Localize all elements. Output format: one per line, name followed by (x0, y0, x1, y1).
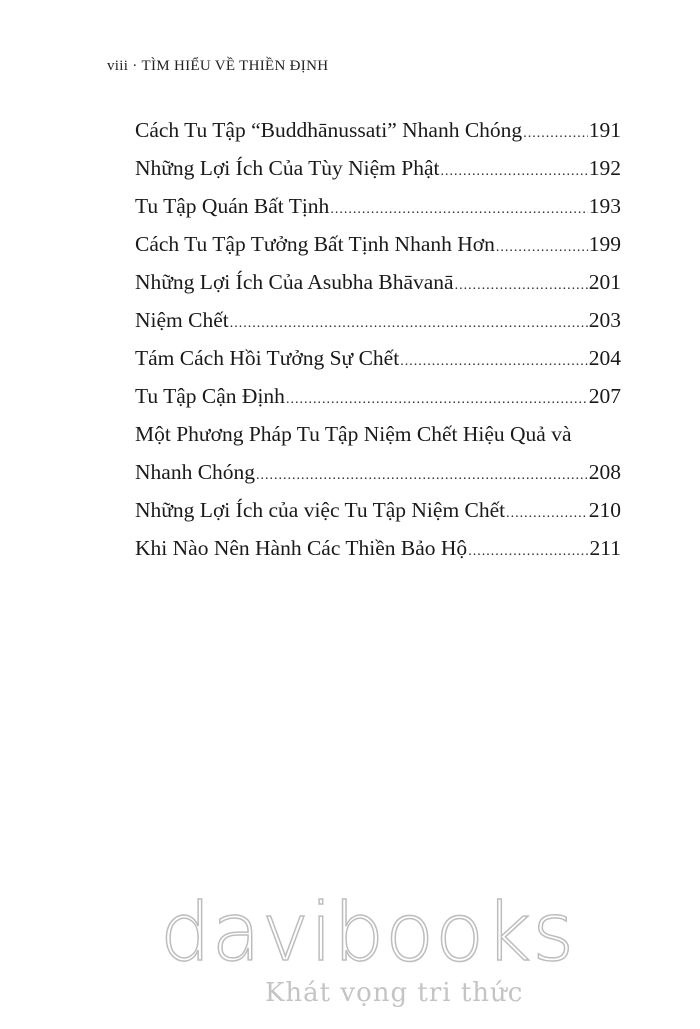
running-header (107, 58, 328, 75)
toc-entry (135, 156, 621, 194)
toc-entry-title: Khi Nào Nên Hành Các Thiền Bảo Hộ (135, 536, 468, 560)
toc-entry-page: 199 (588, 232, 621, 256)
toc-entry (135, 384, 621, 422)
header-separator: · (132, 58, 138, 74)
toc-dot-leader (455, 278, 588, 294)
toc-dot-leader (506, 506, 588, 522)
watermark-brand: davibooks (160, 886, 576, 979)
toc-entry-title: Cách Tu Tập Tưởng Bất Tịnh Nhanh Hơn (135, 232, 495, 256)
toc-entry-page: 211 (589, 536, 621, 560)
toc-dot-leader (330, 202, 587, 218)
toc-dot-leader (400, 354, 588, 370)
toc-entry-title: Tu Tập Quán Bất Tịnh (135, 194, 330, 218)
watermark-tagline: Khát vọng tri thức (265, 978, 524, 1008)
toc-dot-leader (256, 468, 588, 484)
toc-entry (135, 194, 621, 232)
toc-entry (135, 308, 621, 346)
toc-entry (135, 536, 621, 574)
toc-entry-title-line1: Một Phương Pháp Tu Tập Niệm Chết Hiệu Quả và (135, 422, 572, 446)
toc-entry-page: 192 (588, 156, 621, 180)
toc-entry (135, 270, 621, 308)
toc-entry-title: Những Lợi Ích Của Asubha Bhāvanā (135, 270, 454, 294)
table-of-contents (135, 118, 621, 574)
toc-entry-page: 203 (588, 308, 621, 332)
toc-entry-title: Cách Tu Tập “Buddhānussati” Nhanh Chóng (135, 118, 523, 142)
toc-entry-page: 193 (588, 194, 621, 218)
toc-dot-leader (230, 316, 588, 332)
toc-entry-title-line1-row (135, 422, 621, 460)
toc-entry-page: 204 (588, 346, 621, 370)
toc-entry (135, 232, 621, 270)
toc-entry (135, 498, 621, 536)
toc-entry-page: 201 (588, 270, 621, 294)
toc-entry (135, 346, 621, 384)
toc-entry-page: 208 (588, 460, 621, 484)
toc-entry-title: Tu Tập Cận Định (135, 384, 285, 408)
toc-entry-title: Những Lợi Ích của việc Tu Tập Niệm Chết (135, 498, 506, 522)
toc-dot-leader (496, 240, 588, 256)
toc-entry-title: Những Lợi Ích Của Tùy Niệm Phật (135, 156, 440, 180)
toc-dot-leader (523, 126, 588, 142)
toc-entry (135, 460, 621, 498)
header-page-number: viii (107, 58, 129, 74)
toc-entry-page: 207 (588, 384, 621, 408)
toc-entry (135, 118, 621, 156)
toc-entry-page: 210 (588, 498, 621, 522)
toc-dot-leader (286, 392, 588, 408)
toc-entry-title: Niệm Chết (135, 308, 229, 332)
toc-entry-title: Nhanh Chóng (135, 460, 256, 484)
header-book-title: TÌM HIỂU VỀ THIỀN ĐỊNH (141, 58, 329, 74)
toc-dot-leader (468, 544, 588, 560)
toc-dot-leader (440, 164, 587, 180)
toc-entry-title: Tám Cách Hồi Tưởng Sự Chết (135, 346, 400, 370)
toc-entry-page: 191 (588, 118, 621, 142)
